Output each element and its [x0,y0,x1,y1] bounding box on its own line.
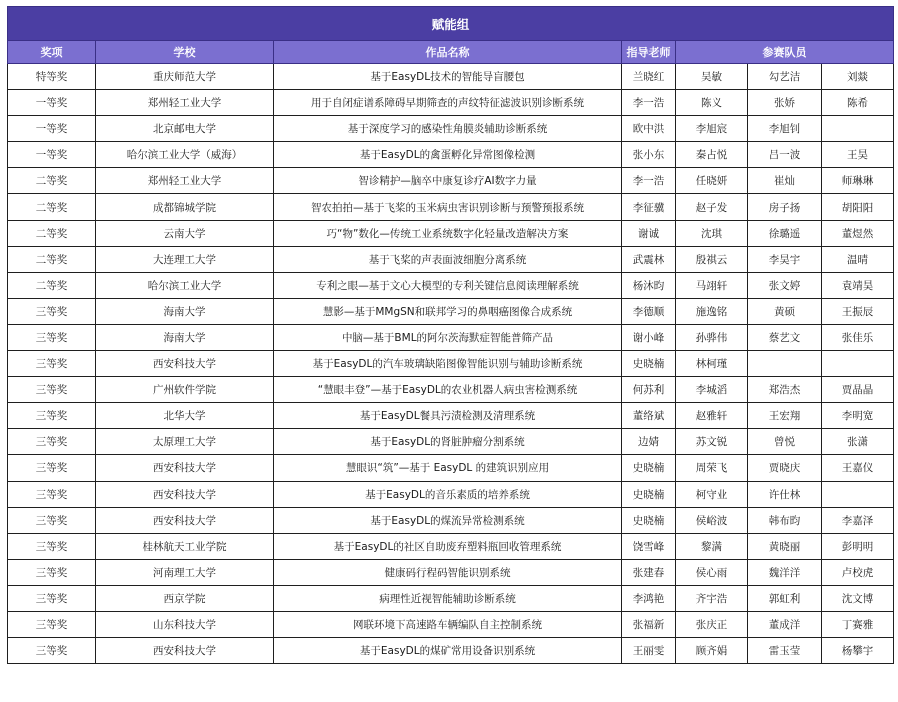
school-cell: 重庆师范大学 [96,64,274,90]
member-cell: 齐宇浩 [676,585,748,611]
work-cell: 中脑—基于BML的阿尔茨海默症智能普筛产品 [274,324,622,350]
table-row [8,481,894,507]
award-cell: 三等奖 [8,377,96,403]
work-cell: 健康码行程码智能识别系统 [274,559,622,585]
table-row [8,116,894,142]
member-cell: 韩布昀 [748,507,822,533]
advisor-cell: 谢诚 [622,220,676,246]
table-row [8,351,894,377]
award-cell: 三等奖 [8,611,96,637]
table-row [8,638,894,664]
table-row [8,585,894,611]
table-row [8,611,894,637]
award-cell: 三等奖 [8,403,96,429]
member-cell [822,116,894,142]
school-cell: 西安科技大学 [96,507,274,533]
member-cell: 李城滔 [676,377,748,403]
member-cell: 董成洋 [748,611,822,637]
table-row [8,559,894,585]
school-cell: 海南大学 [96,324,274,350]
member-cell: 柯守业 [676,481,748,507]
table-row [8,533,894,559]
work-cell: 智农拍拍—基于飞桨的玉米病虫害识别诊断与预警预报系统 [274,194,622,220]
work-cell: 基于EasyDL的汽车玻璃缺陷图像智能识别与辅助诊断系统 [274,351,622,377]
member-cell: 温晴 [822,246,894,272]
member-cell: 杨攀宇 [822,638,894,664]
member-cell: 赵子发 [676,194,748,220]
award-cell: 三等奖 [8,351,96,377]
advisor-cell: 董络斌 [622,403,676,429]
advisor-cell: 李一浩 [622,168,676,194]
award-cell: 三等奖 [8,585,96,611]
advisor-cell: 谢小峰 [622,324,676,350]
member-cell: 袁靖昊 [822,272,894,298]
advisor-cell: 欧中洪 [622,116,676,142]
advisor-cell: 何苏利 [622,377,676,403]
member-cell: 李昊宇 [748,246,822,272]
member-cell: 丁赛雅 [822,611,894,637]
advisor-cell: 史晓楠 [622,481,676,507]
award-cell: 二等奖 [8,194,96,220]
member-cell: 张潇 [822,429,894,455]
table-row [8,455,894,481]
table-row [8,324,894,350]
award-cell: 一等奖 [8,116,96,142]
member-cell: 曾悦 [748,429,822,455]
member-cell: 张娇 [748,90,822,116]
member-cell: 殷祺云 [676,246,748,272]
award-cell: 三等奖 [8,507,96,533]
member-cell: 郭虹利 [748,585,822,611]
award-cell: 二等奖 [8,246,96,272]
member-cell: 董煜然 [822,220,894,246]
school-cell: 大连理工大学 [96,246,274,272]
member-cell: 许仕林 [748,481,822,507]
member-cell: 周荣飞 [676,455,748,481]
work-cell: 基于EasyDL的社区自助废弃塑料瓶回收管理系统 [274,533,622,559]
table-row [8,142,894,168]
school-cell: 西京学院 [96,585,274,611]
advisor-cell: 李德顺 [622,298,676,324]
member-cell: 黄硕 [748,298,822,324]
table-row [8,194,894,220]
award-cell: 一等奖 [8,142,96,168]
member-cell: 沈文博 [822,585,894,611]
school-cell: 海南大学 [96,298,274,324]
work-cell: 专利之眼—基于文心大模型的专利关键信息阅读理解系统 [274,272,622,298]
member-cell: 孙骅伟 [676,324,748,350]
award-cell: 三等奖 [8,559,96,585]
award-cell: 三等奖 [8,324,96,350]
school-cell: 成都锦城学院 [96,194,274,220]
member-cell: 张文婷 [748,272,822,298]
school-cell: 郑州轻工业大学 [96,90,274,116]
member-cell: 刘燚 [822,64,894,90]
member-cell [822,481,894,507]
member-cell: 苏文锐 [676,429,748,455]
advisor-cell: 边婧 [622,429,676,455]
work-cell: 基于EasyDL的煤矿常用设备识别系统 [274,638,622,664]
school-cell: 云南大学 [96,220,274,246]
award-cell: 三等奖 [8,638,96,664]
advisor-cell: 史晓楠 [622,455,676,481]
member-cell: 李旭钊 [748,116,822,142]
member-cell: 卢校虎 [822,559,894,585]
header-row [8,41,894,64]
work-cell: 基于飞桨的声表面波细胞分离系统 [274,246,622,272]
table-row [8,168,894,194]
member-cell: 赵雅轩 [676,403,748,429]
work-cell: 基于深度学习的感染性角膜炎辅助诊断系统 [274,116,622,142]
advisor-cell: 饶雪峰 [622,533,676,559]
member-cell: 李旭宸 [676,116,748,142]
member-cell: 林柯瑾 [676,351,748,377]
member-cell: 郑浩杰 [748,377,822,403]
school-cell: 哈尔滨工业大学 [96,272,274,298]
work-cell: 基于EasyDL的煤流异常检测系统 [274,507,622,533]
header-school: 学校 [96,41,274,64]
work-cell: 智诊精护—脑卒中康复诊疗AI数字力量 [274,168,622,194]
member-cell: 张庆正 [676,611,748,637]
member-cell: 王振辰 [822,298,894,324]
advisor-cell: 兰晓红 [622,64,676,90]
work-cell: 基于EasyDL的音乐素质的培养系统 [274,481,622,507]
member-cell: 施逸铭 [676,298,748,324]
advisor-cell: 史晓楠 [622,351,676,377]
member-cell: 黎满 [676,533,748,559]
member-cell: 吴敏 [676,64,748,90]
school-cell: 西安科技大学 [96,638,274,664]
member-cell: 王宏翔 [748,403,822,429]
table-row [8,507,894,533]
award-cell: 二等奖 [8,220,96,246]
table-row [8,429,894,455]
member-cell: 秦占悦 [676,142,748,168]
advisor-cell: 李一浩 [622,90,676,116]
advisor-cell: 史晓楠 [622,507,676,533]
award-cell: 二等奖 [8,168,96,194]
member-cell: 房子扬 [748,194,822,220]
member-cell [822,351,894,377]
advisor-cell: 李征骥 [622,194,676,220]
advisor-cell: 张建春 [622,559,676,585]
work-cell: 网联环境下高速路车辆编队自主控制系统 [274,611,622,637]
member-cell: 侯心雨 [676,559,748,585]
member-cell: 吕一波 [748,142,822,168]
member-cell: 顾齐娟 [676,638,748,664]
table-row [8,377,894,403]
work-cell: 基于EasyDL的禽蛋孵化异常图像检测 [274,142,622,168]
school-cell: 河南理工大学 [96,559,274,585]
work-cell: “慧眼丰登”—基于EasyDL的农业机器人病虫害检测系统 [274,377,622,403]
member-cell: 沈琪 [676,220,748,246]
advisor-cell: 王丽雯 [622,638,676,664]
work-cell: 基于EasyDL的肾脏肿瘤分割系统 [274,429,622,455]
member-cell: 任晓妍 [676,168,748,194]
member-cell: 侯峪波 [676,507,748,533]
work-cell: 基于EasyDL餐具污渍检测及清理系统 [274,403,622,429]
member-cell: 李嘉泽 [822,507,894,533]
school-cell: 郑州轻工业大学 [96,168,274,194]
header-advisor: 指导老师 [622,41,676,64]
work-cell: 病理性近视智能辅助诊断系统 [274,585,622,611]
member-cell: 张佳乐 [822,324,894,350]
advisor-cell: 武震林 [622,246,676,272]
member-cell: 马翊轩 [676,272,748,298]
award-cell: 三等奖 [8,533,96,559]
member-cell: 崔灿 [748,168,822,194]
school-cell: 北京邮电大学 [96,116,274,142]
member-cell: 师琳琳 [822,168,894,194]
table-row [8,220,894,246]
member-cell: 徐璐遥 [748,220,822,246]
table-row [8,403,894,429]
table-title: 赋能组 [8,7,894,41]
advisor-cell: 李鸿艳 [622,585,676,611]
award-cell: 三等奖 [8,455,96,481]
advisor-cell: 张福新 [622,611,676,637]
award-cell: 二等奖 [8,272,96,298]
school-cell: 太原理工大学 [96,429,274,455]
award-table [7,6,894,664]
work-cell: 巧“物”数化—传统工业系统数字化轻量改造解决方案 [274,220,622,246]
school-cell: 哈尔滨工业大学（威海） [96,142,274,168]
work-cell: 基于EasyDL技术的智能导盲腰包 [274,64,622,90]
member-cell [748,351,822,377]
school-cell: 桂林航天工业学院 [96,533,274,559]
award-cell: 三等奖 [8,298,96,324]
member-cell: 陈义 [676,90,748,116]
work-cell: 慧眼识“筑”—基于 EasyDL 的建筑识别应用 [274,455,622,481]
member-cell: 雷玉莹 [748,638,822,664]
member-cell: 王嘉仪 [822,455,894,481]
work-cell: 慧影—基于MMgSN和联邦学习的鼻咽癌图像合成系统 [274,298,622,324]
header-work: 作品名称 [274,41,622,64]
school-cell: 西安科技大学 [96,455,274,481]
table-row [8,64,894,90]
award-cell: 特等奖 [8,64,96,90]
award-cell: 三等奖 [8,481,96,507]
advisor-cell: 杨沐昀 [622,272,676,298]
award-cell: 一等奖 [8,90,96,116]
member-cell: 王昊 [822,142,894,168]
member-cell: 贾晓庆 [748,455,822,481]
header-award: 奖项 [8,41,96,64]
award-cell: 三等奖 [8,429,96,455]
member-cell: 彭明明 [822,533,894,559]
member-cell: 蔡艺文 [748,324,822,350]
member-cell: 陈希 [822,90,894,116]
table-row [8,90,894,116]
member-cell: 魏洋洋 [748,559,822,585]
member-cell: 贾晶晶 [822,377,894,403]
work-cell: 用于自闭症谱系障碍早期筛查的声纹特征滤波识别诊断系统 [274,90,622,116]
advisor-cell: 张小东 [622,142,676,168]
school-cell: 西安科技大学 [96,481,274,507]
member-cell: 胡阳阳 [822,194,894,220]
member-cell: 黄晓丽 [748,533,822,559]
header-members: 参赛队员 [676,41,894,64]
school-cell: 山东科技大学 [96,611,274,637]
school-cell: 西安科技大学 [96,351,274,377]
table-row [8,246,894,272]
table-row [8,298,894,324]
member-cell: 勾艺洁 [748,64,822,90]
school-cell: 广州软件学院 [96,377,274,403]
award-table-container [7,6,893,664]
member-cell: 李明宽 [822,403,894,429]
school-cell: 北华大学 [96,403,274,429]
table-row [8,272,894,298]
